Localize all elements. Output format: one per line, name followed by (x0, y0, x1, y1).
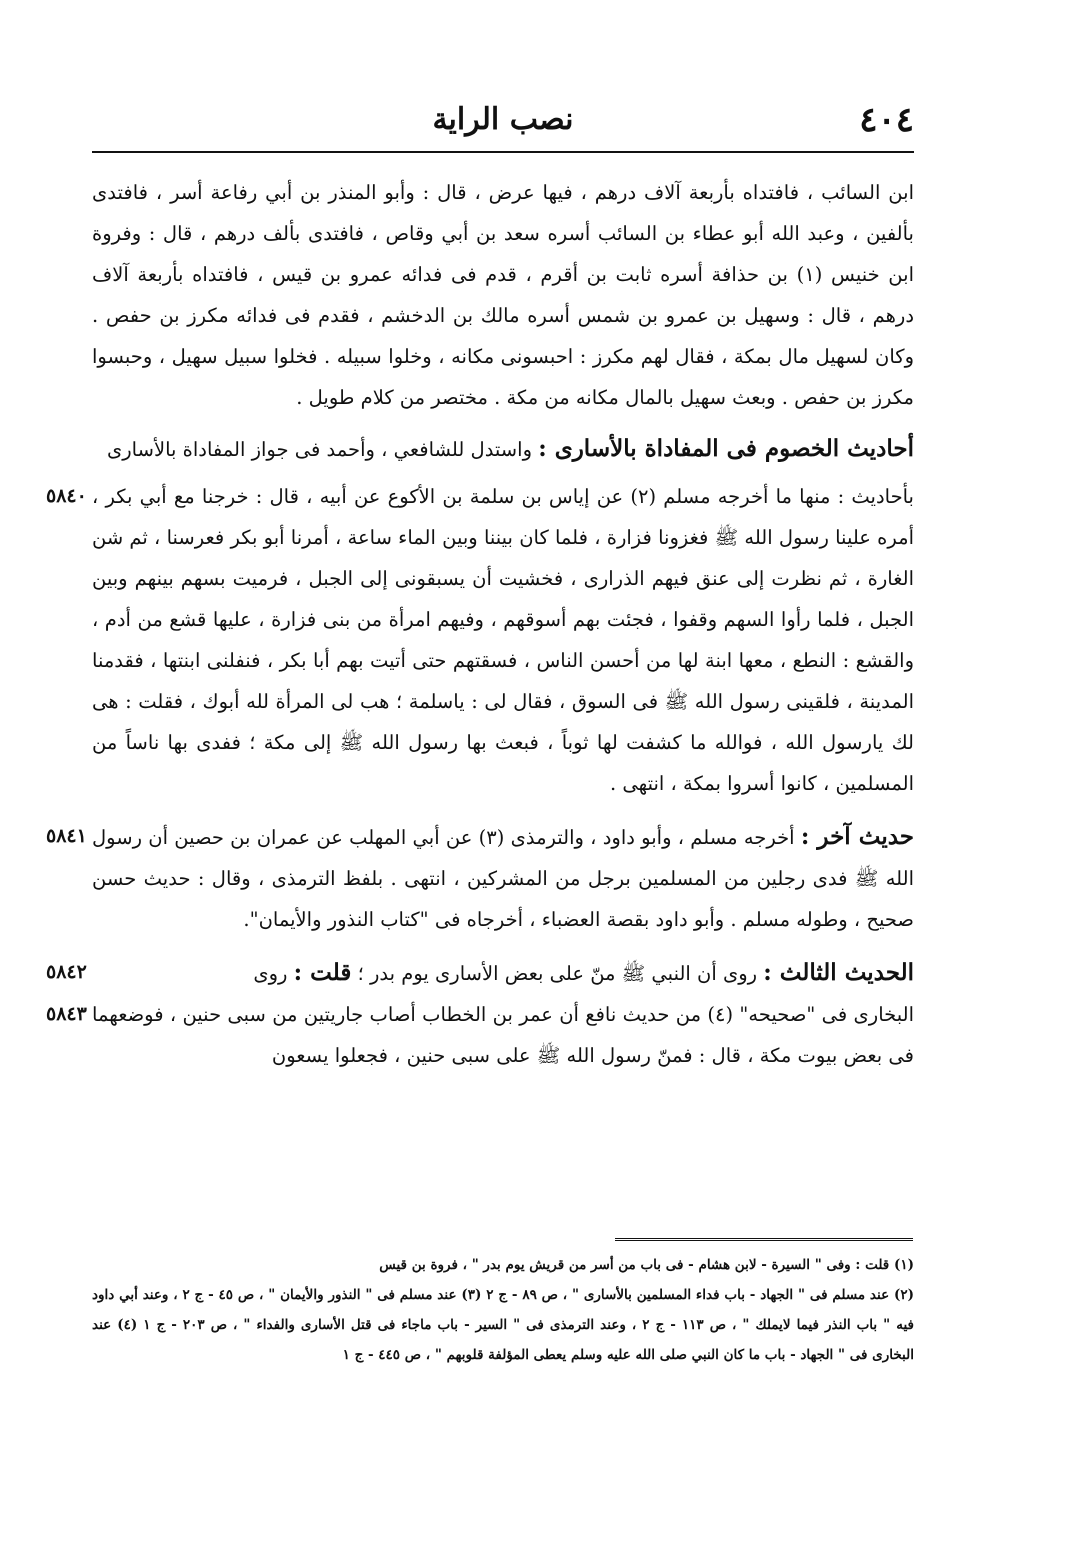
section-heading-text: واستدل للشافعي ، وأحمد فى جواز المفاداة بالأسارى (106, 438, 532, 461)
hadith-number: ٥٨٤٢ (46, 961, 87, 983)
hadith-text: البخارى فى "صحيحه" (٤) من حديث نافع أن عمر بن الخطاب أصاب جاريتين من سبى حنين ، فوضعهما فى بعض بيوت مكة ، قال : فمنّ رسول الله ﷺ على سبى حنين ، فجعلوا يسعون (92, 1003, 914, 1067)
paragraph-continuation: ابن السائب ، فافتداه بأربعة آلاف درهم ، فيها عرض ، قال : وأبو المنذر بن أبي رفاعة أسر ، فافتدى بألفين ، وعبد الله أبو عطاء بن السائب أسره سعد بن أبي وقاص ، فافتدى بألف درهم ، قال : وفروة ابن خنيس (١) بن حذافة أسره ثابت بن أقرم ، قدم فى فدائه عمرو بن قيس ، فافتداه بأربعة آلاف درهم ، قال : وسهيل بن عمرو بن شمس أسره مالك بن الدخشم ، فقدم فى فدائه مكرز بن حفص . وكان لسهيل مال بمكة ، فقال لهم مكرز : احبسونى مكانه ، وخلوا سبيله . فخلوا سبيل سهيل ، وحبسوا مكرز بن حفص . وبعث سهيل بالمال مكانه من مكة . مختصر من كلام طويل . (92, 181, 914, 409)
running-title: نصب الراية (432, 102, 574, 137)
hadith-heading: حديث آخر : (800, 823, 915, 850)
section-heading-paragraph (92, 428, 914, 470)
footnote: (١) قلت : وفى " السيرة - لابن هشام - فى باب من أسر من قريش يوم بدر " ، فروة بن قيس (379, 1257, 914, 1273)
header-rule (92, 151, 914, 153)
footnote: (٢) عند مسلم فى " الجهاد - باب فداء المسلمين بالأسارى " ، ص ٨٩ - ج ٢ (٣) عند مسلم فى " النذور والأيمان " ، ص ٤٥ - ج ٢ ، وعند أبي داود فيه " باب النذر فيما لايملك " ، ص ١١٣ - ج ٢ ، وعند الترمذى فى " السير - باب ماجاء فى قتل الأسارى والفداء " ، ص ٢٠٣ - ج ١ (٤) عند البخارى فى " الجهاد - باب ما كان النبي صلى الله عليه وسلم يعطى المؤلفة قلوبهم " ، ص ٤٤٥ - ج ١ (92, 1287, 915, 1363)
hadith-number: ٥٨٤١ (46, 825, 87, 847)
hadith-5841 (46, 816, 915, 940)
hadith-number: ٥٨٤٣ (46, 1003, 87, 1025)
hadith-text-tail: روى (253, 962, 288, 985)
hadith-5843 (46, 994, 914, 1076)
footnote-rule (615, 1238, 913, 1241)
hadith-text: أخرجه مسلم ، وأبو داود ، والترمذى (٣) عن أبي المهلب عن عمران بن حصين أن رسول الله ﷺ فدى رجلين من المسلمين برجل من المشركين ، انتهى . بلفظ الترمذى ، وقال : حديث حسن صحيح ، وطوله مسلم . وأبو داود بقصة العضباء ، أخرجاه فى "كتاب النذور والأيمان". (92, 826, 914, 931)
hadith-heading: الحديث الثالث : (763, 959, 914, 986)
footnotes (92, 1250, 914, 1370)
page-header (92, 100, 914, 148)
section-heading: أحاديث الخصوم فى المفاداة بالأسارى : (538, 435, 914, 462)
hadith-text: بأحاديث : منها ما أخرجه مسلم (٢) عن إياس بن سلمة بن الأكوع عن أبيه ، قال : خرجنا مع أبي بكر ، أمره علينا رسول الله ﷺ فغزونا فزارة ، فلما كان بيننا وبين الماء ساعة ، أمرنا أبو بكر فعرسنا ، ثم شن الغارة ، ثم نظرت إلى عنق فيهم الذرارى ، فخشيت أن يسبقونى إلى الجبل ، فرميت بسهم بينهم وبين الجبل ، فلما رأوا السهم وقفوا ، فجئت بهم أسوقهم ، وفيهم امرأة من بنى فزارة ، عليها قشع من أدم ، والقشع : النطع ، معها ابنة لها من أحسن الناس ، فسقتهم حتى أتيت بهم أبا بكر ، فنفلنى ابنتها ، فقدمنا المدينة ، فلقينى رسول الله ﷺ فى السوق ، فقال لى : ياسلمة ؛ هب لى المرأة لله أبوك ، فقلت : هى لك يارسول الله ، فوالله ما كشفت لها ثوباً ، فبعث بها رسول الله ﷺ إلى مكة ؛ ففدى بها ناساً من المسلمين ، كانوا أسروا بمكة ، انتهى . (92, 485, 914, 795)
qult-marker: قلت : (293, 959, 352, 986)
hadith-5840 (46, 476, 914, 804)
hadith-text: روى أن النبي ﷺ منّ على بعض الأسارى يوم بدر ؛ (357, 962, 758, 985)
hadith-number: ٥٨٤٠ (46, 485, 87, 507)
hadith-5842 (46, 952, 914, 994)
page-number: ٤٠٤ (859, 100, 914, 140)
main-text (46, 172, 915, 1088)
